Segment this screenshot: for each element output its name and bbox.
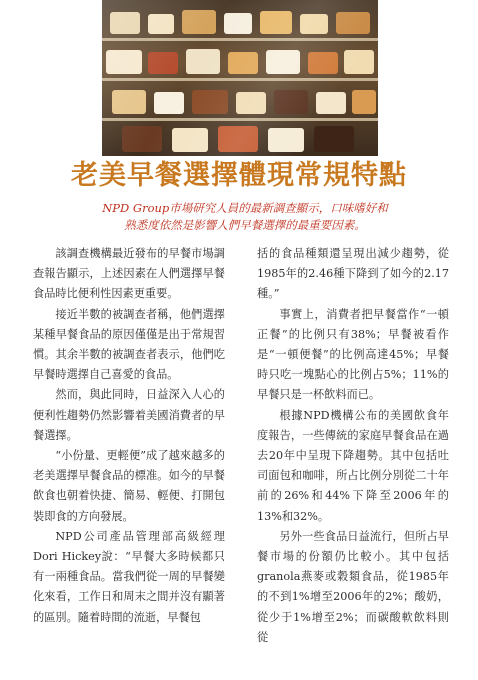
paragraph: 接近半數的被調查者稱，他們選擇某種早餐食品的原因僅僅是出于常規習慣。其余半數的被調查者表示，他們吃早餐時選擇自己喜愛的食品。 [33,307,225,382]
paragraph: “小份量、更輕便”成了越來越多的老美選擇早餐食品的標准。如今的早餐飲食也朝着快捷、簡易、輕便、打開包裝即食的方向發展。 [33,449,225,523]
subtitle-line: 熟悉度依然是影響人們早餐選擇的最重要因素。 [124,218,366,232]
paragraph: 然而，與此同時，日益深入人心的便利性趨勢仍然影響着美國消費者的早餐選擇。 [33,388,225,442]
left-column [33,244,225,628]
pastry-display-photo [102,0,378,156]
paragraph-continued: 括的食品種類還呈現出減少趨勢，從1985年的2.46種下降到了如今的2.17種。” [257,247,449,301]
paragraph: 根據NPD機構公布的美國飲食年度報告，一些傳統的家庭早餐食品在過去20年中呈現下降趨勢。其中包括吐司面包和咖啡，所占比例分別從二十年前的26%和44%下降至2006年的13%和32%。 [257,408,449,523]
paragraph: NPD公司產品管理部高級經理Dori Hickey說：“早餐大多時候都只有一兩種食品。當我們從一周的早餐變化來看，工作日和周末之間并沒有顯著的區別。隨着時間的流逝，早餐包 [33,529,225,624]
paragraph: 該調查機構最近發布的早餐市場調查報告顯示，上述因素在人們選擇早餐食品時比便利性因素更重要。 [33,247,225,301]
paragraph: 事實上，消費者把早餐當作“一頓正餐”的比例只有38%；早餐被看作是“一頓便餐”的比例高達45%；早餐時只吃一塊點心的比例占5%；11%的早餐只是一杯飲料而已。 [257,307,449,402]
right-column [257,244,449,648]
display-glass-reflection [102,0,378,156]
paragraph: 另外一些食品日益流行，但所占早餐市場的份額仍比較小。其中包括granola燕麥或穀類食品，從1985年的不到1%增至2006年的2%；酸奶，從少于1%增至2%；而碳酸軟飲料則從 [257,529,449,644]
article-subtitle [60,200,430,234]
subtitle-line: NPD Group市場研究人員的最新調查顯示，口味嗜好和 [102,201,388,215]
article-title: 老美早餐選擇體現常規特點 [71,160,407,191]
